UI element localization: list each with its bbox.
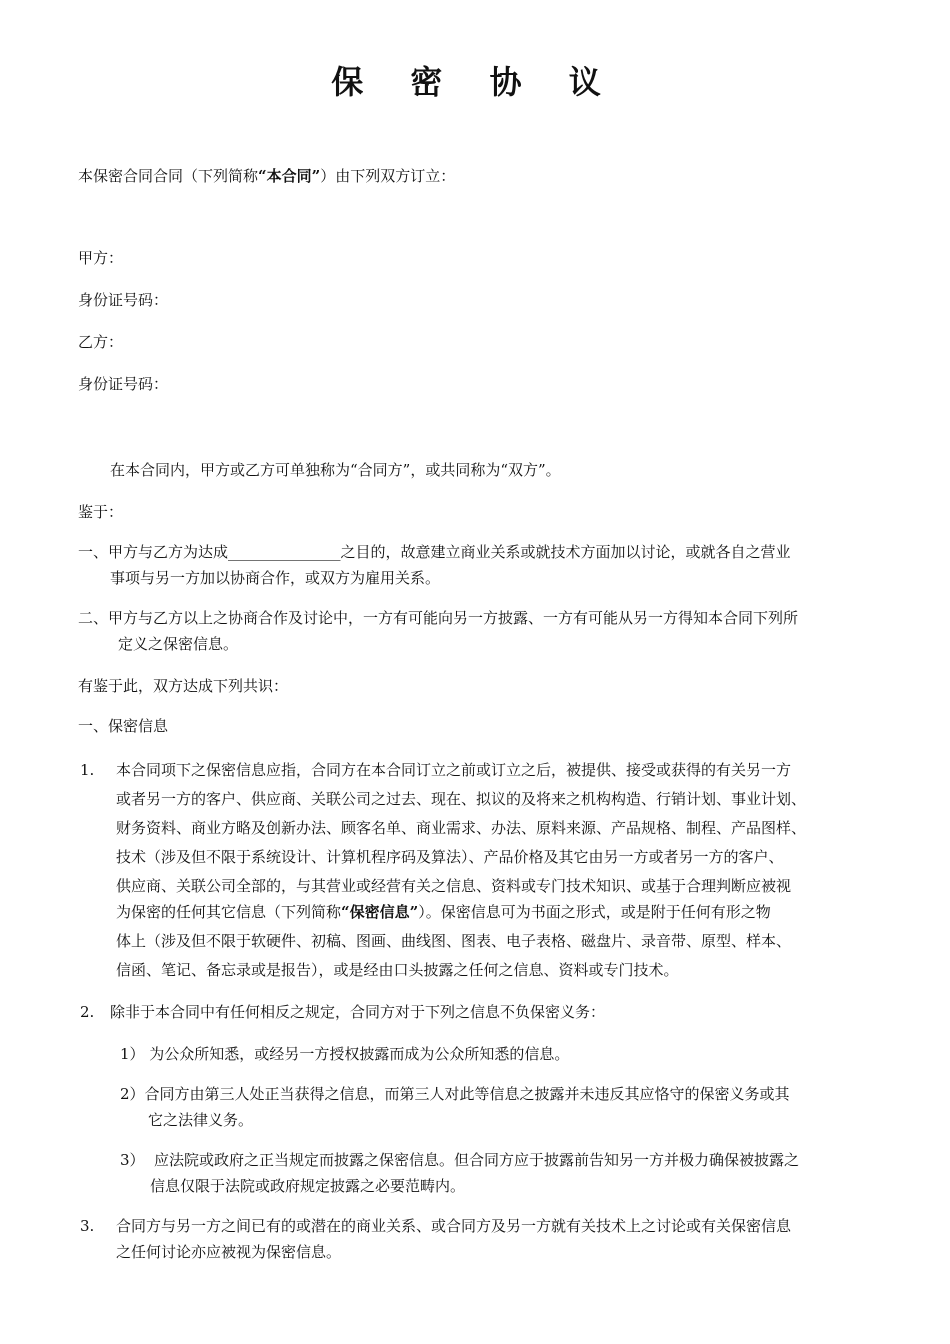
intro-bold-term: “本合同” bbox=[258, 167, 321, 185]
party-a-id-label: 身份证号码： bbox=[78, 291, 169, 309]
recital-2-line: 二、甲方与乙方以上之协商合作及讨论中，一方有可能向另一方披露、一方有可能从另一方得知本合同下列所 bbox=[78, 609, 799, 627]
intro-paragraph bbox=[78, 166, 455, 186]
item-1-line: 体上（涉及但不限于软硬件、初稿、图画、曲线图、图表、电子表格、磁盘片、录音带、原型、样本、 bbox=[116, 932, 792, 950]
item-number: 3. bbox=[80, 1217, 95, 1235]
recital-2-line: 定义之保密信息。 bbox=[118, 635, 239, 653]
party-b-id-label: 身份证号码： bbox=[78, 375, 169, 393]
recital-1-line: 事项与另一方加以协商合作，或双方为雇用关系。 bbox=[110, 569, 441, 587]
item-3-line: 之任何讨论亦应被视为保密信息。 bbox=[116, 1243, 342, 1261]
item-number: 1. bbox=[80, 761, 95, 779]
item-1-line bbox=[116, 902, 771, 922]
item-1-line: 信函、笔记、备忘录或是报告），或是经由口头披露之任何之信息、资料或专门技术。 bbox=[116, 961, 679, 979]
intro-text-end: ）由下列双方订立： bbox=[320, 167, 456, 185]
item-1-text-end: ）。保密信息可为书面之形式，或是附于任何有形之物 bbox=[418, 903, 771, 921]
sub-item-line: 1） 为公众所知悉，或经另一方授权披露而成为公众所知悉的信息。 bbox=[120, 1045, 570, 1063]
agreed-paragraph: 有鉴于此，双方达成下列共识： bbox=[78, 677, 289, 695]
item-1-bold-term: “保密信息” bbox=[341, 903, 419, 921]
sub-item-number: 3） bbox=[120, 1151, 145, 1169]
party-a-label: 甲方： bbox=[78, 249, 124, 267]
whereas-heading: 鉴于： bbox=[78, 503, 124, 521]
item-1-line: 财务资料、商业方略及创新办法、顾客名单、商业需求、办法、原料来源、产品规格、制程、产品图样、 bbox=[116, 819, 807, 837]
item-1-line: 技术（涉及但不限于系统设计、计算机程序码及算法）、产品价格及其它由另一方或者另一方的客户、 bbox=[116, 848, 784, 866]
sub-item-line: 信息仅限于法院或政府规定披露之必要范畴内。 bbox=[150, 1177, 466, 1195]
item-1-line: 供应商、关联公司全部的，与其营业或经营有关之信息、资料或专门技术知识、或基于合理判断应被视 bbox=[116, 877, 792, 895]
item-1-line: 本合同项下之保密信息应指，合同方在本合同订立之前或订立之后，被提供、接受或获得的有关另一方 bbox=[116, 761, 792, 779]
party-b-label: 乙方： bbox=[78, 333, 124, 351]
sub-item-line: 它之法律义务。 bbox=[148, 1111, 254, 1129]
section-heading: 一、保密信息 bbox=[78, 717, 169, 735]
item-number: 2. bbox=[80, 1003, 95, 1021]
item-3-line: 合同方与另一方之间已有的或潜在的商业关系、或合同方及另一方就有关技术上之讨论或有关保密信息 bbox=[116, 1217, 792, 1235]
recital-1-line: 一、甲方与乙方为达成_______________之目的，故意建立商业关系或就技术方面加以讨论，或就各自之营业 bbox=[78, 543, 791, 561]
item-1-text: 为保密的任何其它信息（下列简称 bbox=[116, 903, 342, 921]
sub-item-line: 应法院或政府之正当规定而披露之保密信息。但合同方应于披露前告知另一方并极力确保被披露之 bbox=[154, 1151, 800, 1169]
sub-item-line: 2）合同方由第三人处正当获得之信息，而第三人对此等信息之披露并未违反其应恪守的保密义务或其 bbox=[120, 1085, 790, 1103]
item-1-line: 或者另一方的客户、供应商、关联公司之过去、现在、拟议的及将来之机构构造、行销计划、事业计划、 bbox=[116, 790, 807, 808]
document-title: 保 密 协 议 bbox=[331, 63, 619, 101]
intro-text: 本保密合同合同（下列简称 bbox=[78, 167, 259, 185]
item-2-line: 除非于本合同中有任何相反之规定，合同方对于下列之信息不负保密义务： bbox=[110, 1003, 606, 1021]
definition-paragraph: 在本合同内，甲方或乙方可单独称为“合同方”，或共同称为“双方”。 bbox=[110, 461, 561, 479]
